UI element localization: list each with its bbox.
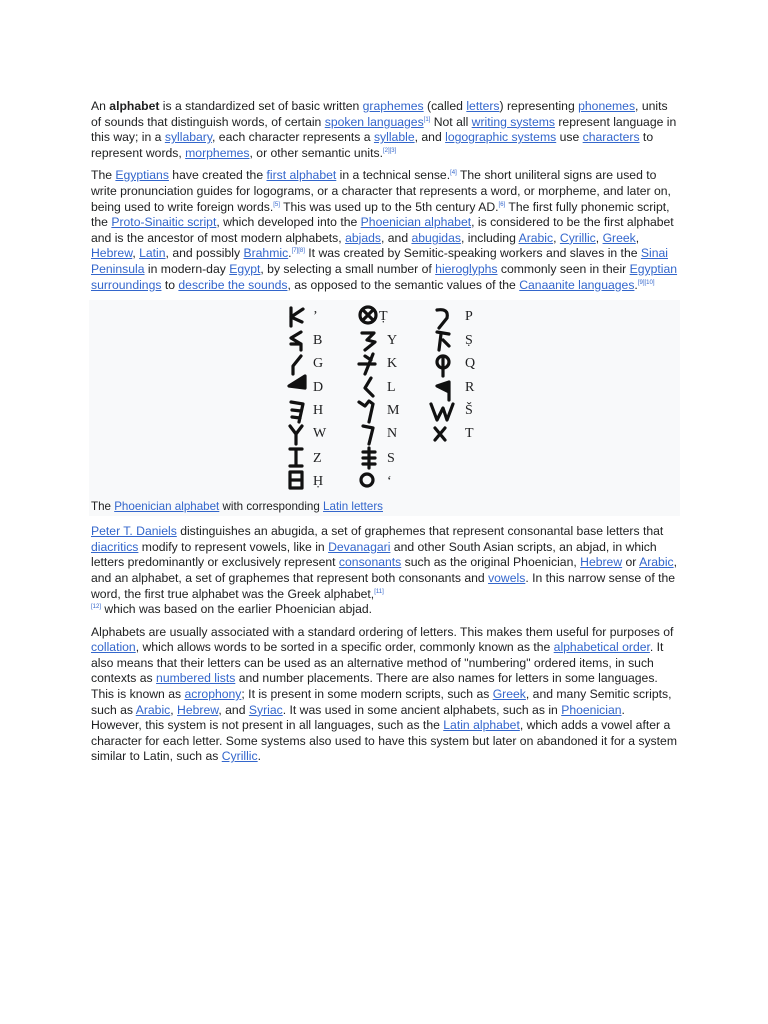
- reference-marker[interactable]: [12]: [91, 604, 102, 611]
- figure-caption: The Phoenician alphabet with corresponding Latin letters: [91, 500, 383, 514]
- latin-letter: R: [465, 380, 475, 396]
- latin-letter: Z: [313, 451, 322, 467]
- phoenician-alphabet-figure: [89, 300, 680, 516]
- reference-marker[interactable]: [2][3]: [382, 147, 397, 154]
- link-phoenician[interactable]: Phoenician: [561, 702, 622, 717]
- link-caption-phoenician-alphabet[interactable]: Phoenician alphabet: [114, 500, 220, 514]
- glyph-gimel: [293, 356, 301, 374]
- link-spoken-languages[interactable]: spoken languages: [324, 114, 424, 129]
- link-arabic[interactable]: Arabic: [135, 702, 171, 717]
- link-arabic[interactable]: Arabic: [518, 230, 554, 245]
- link-graphemes[interactable]: graphemes: [362, 99, 424, 113]
- link-describe-sounds[interactable]: describe the sounds: [178, 277, 288, 292]
- link-peter-daniels[interactable]: Peter T. Daniels: [91, 524, 177, 539]
- latin-letter: ʼ: [313, 309, 318, 325]
- link-greek[interactable]: Greek: [602, 230, 636, 245]
- link-phonemes[interactable]: phonemes: [578, 99, 636, 113]
- reference-marker[interactable]: [11]: [374, 588, 384, 595]
- latin-letter: Š: [465, 403, 473, 419]
- glyph-heth: [290, 472, 302, 488]
- link-arabic[interactable]: Arabic: [639, 555, 674, 570]
- article-body: [91, 99, 678, 772]
- link-hebrew[interactable]: Hebrew: [580, 555, 623, 570]
- link-greek[interactable]: Greek: [492, 687, 526, 702]
- latin-letter: Y: [387, 333, 398, 349]
- reference-marker[interactable]: [1]: [423, 116, 431, 123]
- link-numbered-lists[interactable]: numbered lists: [156, 671, 236, 686]
- glyph-aleph: [291, 308, 303, 326]
- glyph-taw: [435, 428, 445, 440]
- link-syllabary[interactable]: syllabary: [164, 130, 213, 145]
- link-hebrew[interactable]: Hebrew: [177, 702, 219, 717]
- latin-letter: Ṭ: [379, 309, 388, 325]
- link-caption-latin-letters[interactable]: Latin letters: [323, 500, 383, 514]
- glyph-lamedh: [365, 378, 373, 396]
- link-logographic-systems[interactable]: logographic systems: [445, 130, 557, 145]
- link-alphabetical-order[interactable]: alphabetical order: [553, 640, 650, 655]
- link-hebrew[interactable]: Hebrew: [91, 246, 133, 261]
- glyph-zayin: [290, 449, 302, 466]
- link-latin[interactable]: Latin: [139, 246, 166, 261]
- link-egyptian-surroundings[interactable]: Egyptian surroundings: [91, 261, 678, 292]
- phoenician-glyphs-image: [287, 304, 507, 490]
- latin-letter: P: [465, 309, 473, 325]
- latin-letter: K: [387, 356, 398, 372]
- latin-letter: N: [387, 426, 398, 442]
- latin-letter: L: [387, 380, 396, 396]
- link-egyptians[interactable]: Egyptians: [115, 168, 169, 183]
- glyph-shin: [431, 404, 453, 420]
- latin-letters: [313, 309, 475, 489]
- link-characters[interactable]: characters: [582, 130, 640, 145]
- glyph-kaph: [359, 354, 375, 374]
- link-hieroglyphs[interactable]: hieroglyphs: [435, 261, 498, 276]
- link-acrophony[interactable]: acrophony: [184, 687, 242, 702]
- glyph-daleth: [289, 376, 305, 388]
- link-canaanite-languages[interactable]: Canaanite languages: [519, 277, 635, 292]
- latin-letter: B: [313, 333, 323, 349]
- paragraph-intro: An alphabet is a standardized set of basic written graphemes (called letters) representing phonemes, units of sounds that distinguish words, of certain spoken languages[1] Not all writing systems represent language in this way; in a syllabary, each character represents a syllable, and logographic systems use characters to represent words, morphemes, or other semantic units.[2][3]: [91, 99, 677, 160]
- reference-marker[interactable]: [7][8]: [291, 248, 305, 255]
- latin-letter: S: [387, 451, 395, 467]
- glyph-pe: [437, 310, 447, 328]
- link-cyrillic[interactable]: Cyrillic: [559, 230, 596, 245]
- link-syriac[interactable]: Syriac: [248, 702, 283, 717]
- latin-letter: ʻ: [387, 474, 392, 490]
- latin-letter: G: [313, 356, 324, 372]
- link-diacritics[interactable]: diacritics: [91, 539, 139, 554]
- link-morphemes[interactable]: morphemes: [185, 145, 250, 160]
- glyph-he: [291, 402, 303, 422]
- glyph-nun: [363, 426, 373, 444]
- link-brahmic[interactable]: Brahmic: [243, 246, 289, 261]
- link-abjads[interactable]: abjads: [345, 230, 381, 245]
- link-proto-sinaitic[interactable]: Proto-Sinaitic script: [111, 215, 217, 230]
- link-egypt[interactable]: Egypt: [229, 261, 261, 276]
- paragraph-history: The Egyptians have created the first alphabet in a technical sense.[4] The short uniliteral signs are used to write pronunciation guides for logograms, or a character that represents a word, or morpheme, and later on, being used to write foreign words.[5] This was used up to the 5th century AD.[6] The first fully phonemic script, the Proto-Sinaitic script, which developed into the Phoenician alphabet, is considered to be the first alphabet and is the ancestor of most modern alphabets, abjads, and abugidas, including Arabic, Cyrillic, Greek, Hebrew, Latin, and possibly Brahmic.[7][8] It was created by Semitic-speaking workers and slaves in the Sinai Peninsula in modern-day Egypt, by selecting a small number of hieroglyphs commonly seen in their Egyptian surroundings to describe the sounds, as opposed to the semantic values of the Canaanite languages.[9][10]: [91, 168, 678, 292]
- link-letters[interactable]: letters: [466, 99, 500, 113]
- latin-letter: M: [387, 403, 400, 419]
- reference-marker[interactable]: [6]: [498, 201, 506, 208]
- latin-letter: W: [313, 426, 327, 442]
- latin-letter: H: [313, 403, 324, 419]
- reference-marker[interactable]: [5]: [273, 201, 280, 208]
- bold-term: alphabet: [109, 99, 160, 113]
- link-sinai-peninsula[interactable]: Sinai Peninsula: [91, 246, 668, 276]
- glyph-yodh: [362, 333, 375, 350]
- reference-marker[interactable]: [4]: [450, 170, 457, 177]
- link-abugidas[interactable]: abugidas: [411, 230, 461, 245]
- link-vowels[interactable]: vowels: [488, 570, 526, 585]
- latin-letter: Q: [465, 356, 476, 372]
- glyph-tsade: [437, 332, 449, 350]
- latin-letter: Ḥ: [313, 474, 324, 490]
- paragraph-daniels: Peter T. Daniels distinguishes an abugida, a set of graphemes that represent consonantal base letters that diacritics modify to represent vowels, like in Devanagari and other South Asian scripts, an abjad, in which letters predominantly or exclusively represent consonants such as the original Phoenician, Hebrew or Arabic, and an alphabet, a set of graphemes that represent both consonants and vowels. In this narrow sense of the word, the first true alphabet was the Greek alphabet,[11] [12] which was based on the earlier Phoenician abjad.: [91, 524, 678, 617]
- link-devanagari[interactable]: Devanagari: [328, 539, 391, 554]
- glyph-ayin: [361, 474, 373, 486]
- glyph-waw: [290, 426, 302, 444]
- glyph-samekh: [363, 448, 375, 468]
- glyph-mem: [359, 401, 373, 422]
- link-phoenician-alphabet[interactable]: Phoenician alphabet: [360, 215, 472, 230]
- paragraph-ordering: Alphabets are usually associated with a standard ordering of letters. This makes them useful for purposes of collation, which allows words to be sorted in a specific order, commonly known as the alphabetical order. It also means that their letters can be used as an alternative method of "numbering" ordered items, in such contexts as numbered lists and number placements. There are also names for letters in some languages. This is known as acrophony; It is present in some modern scripts, such as Greek, and many Semitic scripts, such as Arabic, Hebrew, and Syriac. It was used in some ancient alphabets, such as in Phoenician. However, this system is not present in all languages, such as the Latin alphabet, which adds a vowel after a character for each letter. Some systems also used to have this system but later on abandoned it for a system similar to Latin, such as Cyrillic.: [91, 624, 677, 764]
- phoenician-glyph-table: [287, 304, 507, 490]
- link-first-alphabet[interactable]: first alphabet: [266, 168, 337, 183]
- link-writing-systems[interactable]: writing systems: [471, 114, 555, 129]
- latin-letter: D: [313, 380, 324, 396]
- latin-letter: Ṣ: [465, 333, 473, 349]
- glyph-teth: [360, 307, 376, 323]
- link-cyrillic[interactable]: Cyrillic: [221, 749, 258, 764]
- link-collation[interactable]: collation: [91, 640, 136, 655]
- latin-letter: T: [465, 426, 474, 442]
- reference-marker[interactable]: [9][10]: [637, 279, 655, 286]
- link-consonants[interactable]: consonants: [338, 555, 402, 570]
- link-latin-alphabet[interactable]: Latin alphabet: [443, 718, 520, 733]
- glyph-qoph: [437, 356, 449, 376]
- link-syllable[interactable]: syllable: [373, 130, 415, 145]
- glyph-resh: [437, 382, 449, 400]
- glyph-beth: [291, 332, 301, 350]
